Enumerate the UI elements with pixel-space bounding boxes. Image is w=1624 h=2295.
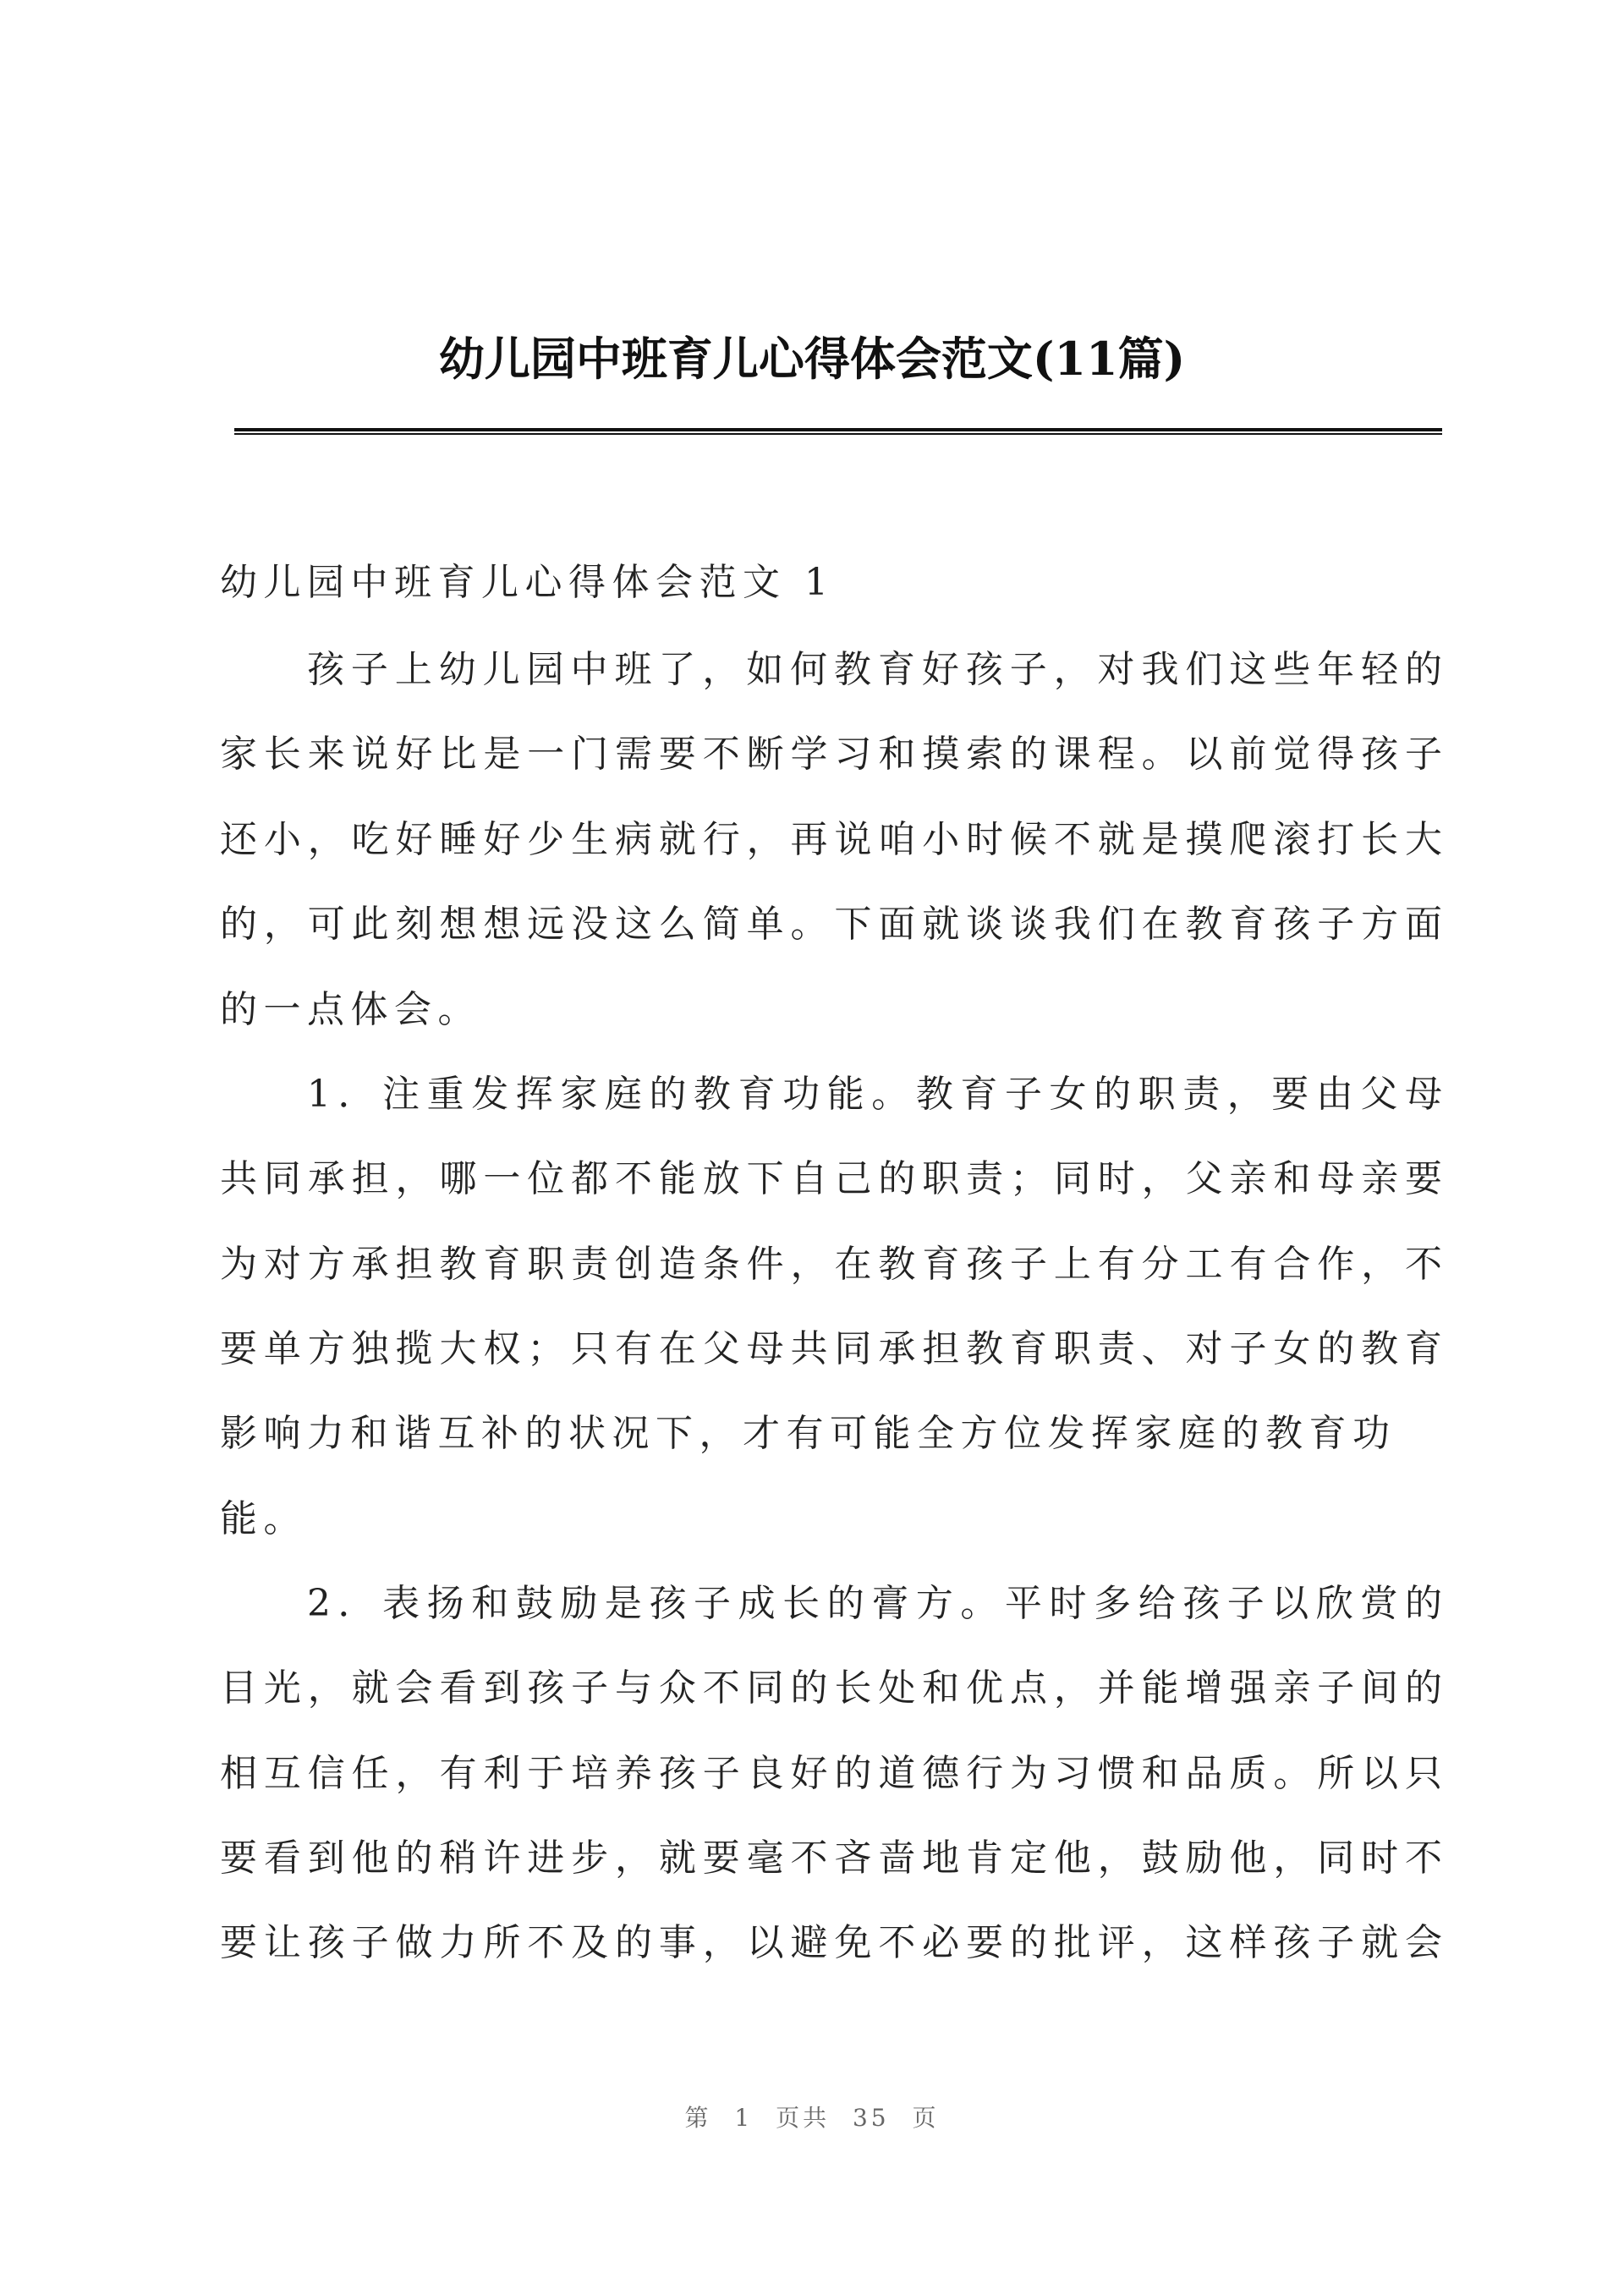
page-footer: 第 1 页共 35 页 (684, 2104, 940, 2132)
body-line: 相互信任，有利于培养孩子良好的道德行为习惯和品质。所以只 (220, 1752, 1442, 1795)
body-line: 家长来说好比是一门需要不断学习和摸索的课程。以前觉得孩子 (220, 733, 1442, 776)
body-line: 要让孩子做力所不及的事，以避免不必要的批评，这样孩子就会 (220, 1921, 1442, 1964)
body-line: 的一点体会。 (220, 988, 481, 1031)
rule-thin (234, 433, 1442, 435)
section-heading: 幼儿园中班育儿心得体会范文 1 (220, 561, 835, 604)
body-line: 的，可此刻想想远没这么简单。下面就谈谈我们在教育孩子方面 (220, 903, 1442, 946)
body-line: 影响力和谐互补的状况下，才有可能全方位发挥家庭的教育功 (220, 1412, 1396, 1455)
title-double-rule (234, 428, 1442, 436)
body-line: 1．注重发挥家庭的教育功能。教育子女的职责，要由父母 (307, 1073, 1442, 1116)
body-line: 要看到他的稍许进步，就要毫不吝啬地肯定他，鼓励他，同时不 (220, 1837, 1442, 1880)
body-line: 目光，就会看到孩子与众不同的长处和优点，并能增强亲子间的 (220, 1666, 1442, 1710)
body-line: 孩子上幼儿园中班了，如何教育好孩子，对我们这些年轻的 (307, 648, 1442, 691)
body-line: 共同承担，哪一位都不能放下自己的职责；同时，父亲和母亲要 (220, 1157, 1442, 1200)
body-line: 还小，吃好睡好少生病就行，再说咱小时候不就是摸爬滚打长大 (220, 818, 1442, 861)
rule-thick (234, 428, 1442, 431)
document-title: 幼儿园中班育儿心得体会范文(11篇) (438, 332, 1186, 386)
body-line: 为对方承担教育职责创造条件，在教育孩子上有分工有合作，不 (220, 1243, 1442, 1286)
body-line: 要单方独揽大权；只有在父母共同承担教育职责、对子女的教育 (220, 1327, 1442, 1370)
body-line: 能。 (220, 1497, 307, 1540)
body-line: 2．表扬和鼓励是孩子成长的膏方。平时多给孩子以欣赏的 (307, 1582, 1442, 1625)
